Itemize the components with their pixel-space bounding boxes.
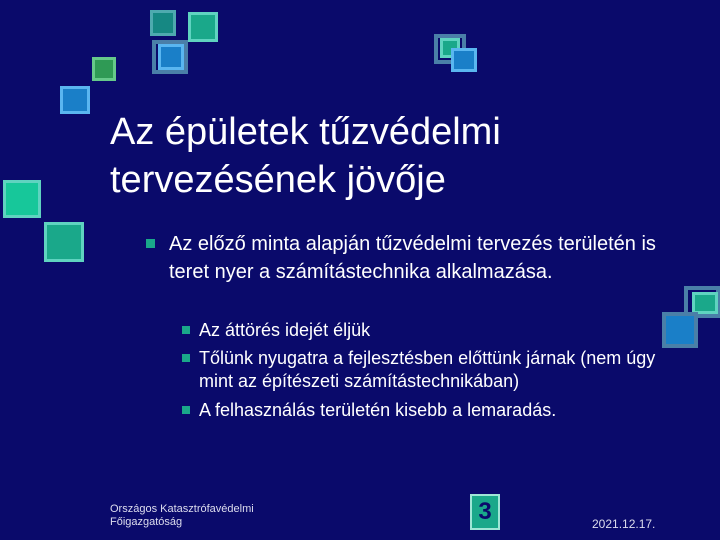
footer-org-line-2: Főigazgatóság [110,516,183,528]
decor-square-icon [188,12,218,42]
decor-square-icon [92,57,116,81]
decor-square-icon [692,292,718,314]
slide-title [110,108,670,204]
footer-organization [110,503,254,529]
decor-square-icon [451,48,477,72]
page-number: 3 [470,494,500,530]
bullet-square-icon [182,406,190,414]
title-line-2: tervezésének jövője [110,159,446,201]
decor-square-icon [60,86,90,114]
sub-bullet-1: Az áttörés idejét éljük [199,320,371,340]
bullet-square-icon [182,354,190,362]
decor-square-icon [3,180,41,218]
bullet-square-icon [182,326,190,334]
decor-square-icon [150,10,176,36]
decor-square-icon [44,222,84,262]
footer-date: 2021.12.17. [592,517,656,531]
bullet-square-icon [146,239,155,248]
title-line-1: Az épületek tűzvédelmi [110,111,501,153]
sub-bullet-2: Tőlünk nyugatra a fejlesztésben előttünk járnak (nem úgy mint az építészeti számítástechnikában) [199,348,656,391]
sub-bullet-3: A felhasználás területén kisebb a lemaradás. [199,400,557,420]
bullet-main-text: Az előző minta alapján tűzvédelmi tervezés területén is teret nyer a számítástechnika alkalmazása. [169,233,656,283]
footer-org-line-1: Országos Katasztrófavédelmi [110,503,254,515]
decor-square-icon [158,44,184,70]
